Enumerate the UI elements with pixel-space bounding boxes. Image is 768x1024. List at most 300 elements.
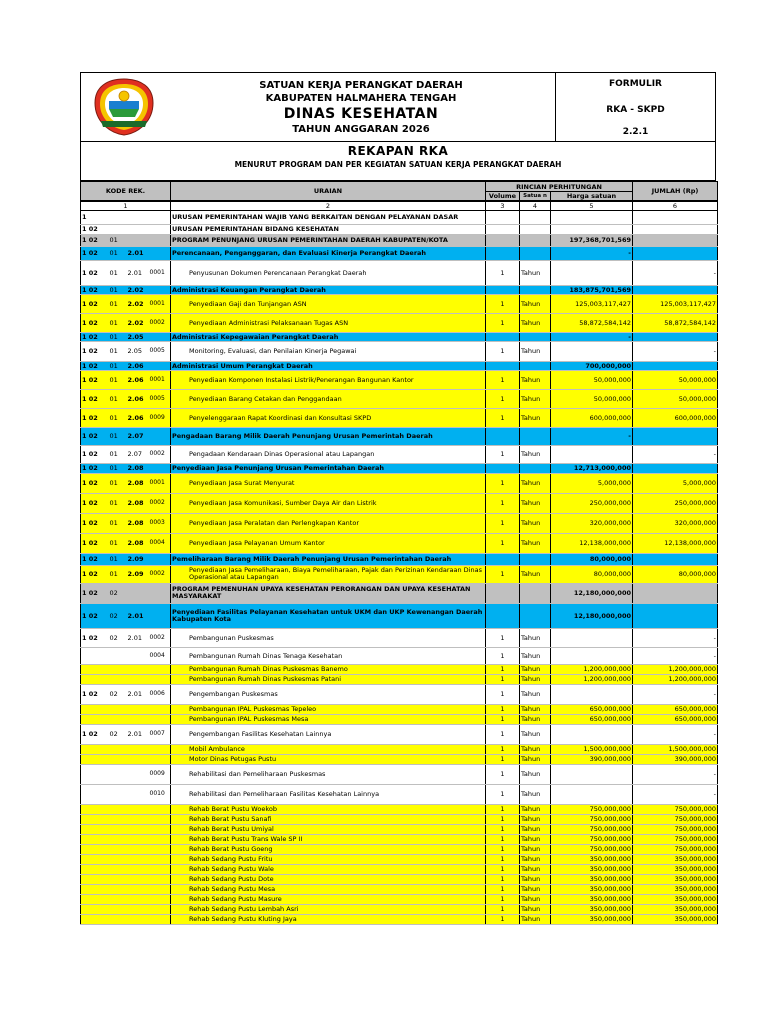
kode-program — [109, 647, 127, 664]
kode-urusan — [81, 824, 109, 834]
kode-kegiatan: 2.08 — [127, 463, 149, 473]
kode-urusan: 1 02 — [81, 513, 109, 533]
harga-satuan-cell: 350,000,000 — [551, 894, 633, 904]
jumlah-cell: 390,000,000 — [633, 754, 718, 764]
uraian-cell: Monitoring, Evaluasi, dan Penilaian Kinerja Pegawai — [171, 341, 486, 361]
satuan-cell — [520, 224, 551, 234]
uraian-cell: Rehab Berat Pustu Umiyal — [171, 824, 486, 834]
jumlah-cell: 1,500,000,000 — [633, 744, 718, 754]
kode-sub-kegiatan: 0004 — [149, 647, 171, 664]
satuan-cell — [520, 234, 551, 246]
uraian-cell: Motor Dinas Petugas Pustu — [171, 754, 486, 764]
uraian-cell: Pembangunan Rumah Dinas Puskesmas Patani — [171, 674, 486, 684]
kode-sub-kegiatan — [149, 224, 171, 234]
harga-satuan-cell: 125,003,117,427 — [551, 294, 633, 313]
table-row — [81, 463, 718, 473]
kode-urusan: 1 02 — [81, 463, 109, 473]
table-row — [81, 473, 718, 493]
harga-satuan-cell: 350,000,000 — [551, 874, 633, 884]
harga-satuan-cell: 350,000,000 — [551, 914, 633, 924]
uraian-cell: Mobil Ambulance — [171, 744, 486, 754]
jumlah-cell: 12,138,000,000 — [633, 533, 718, 553]
jumlah-cell: 5,000,000 — [633, 473, 718, 493]
kode-sub-kegiatan — [149, 553, 171, 565]
table-row — [81, 844, 718, 854]
uraian-cell: Penyelenggaraan Rapat Koordinasi dan Konsultasi SKPD — [171, 408, 486, 427]
volume-cell: 1 — [486, 493, 520, 513]
kode-program: 02 — [109, 603, 127, 628]
kode-program: 01 — [109, 285, 127, 294]
kode-program: 01 — [109, 294, 127, 313]
kode-sub-kegiatan: 0001 — [149, 260, 171, 285]
table-row — [81, 603, 718, 628]
kode-sub-kegiatan — [149, 804, 171, 814]
rekap-title-block — [80, 142, 716, 181]
satuan-cell: Tahun — [520, 744, 551, 754]
satuan-cell: Tahun — [520, 408, 551, 427]
uraian-cell: Penyediaan Administrasi Pelaksanaan Tugas ASN — [171, 313, 486, 332]
volume-cell: 1 — [486, 914, 520, 924]
satuan-cell: Tahun — [520, 874, 551, 884]
uraian-cell: Rehab Berat Pustu Sanafi — [171, 814, 486, 824]
uraian-cell: PROGRAM PEMENUHAN UPAYA KESEHATAN PERORANGAN DAN UPAYA KESEHATAN MASYARAKAT — [171, 583, 486, 603]
kode-sub-kegiatan: 0002 — [149, 493, 171, 513]
table-row — [81, 684, 718, 704]
col-jumlah: JUMLAH (Rp) — [633, 182, 718, 201]
satuan-cell: Tahun — [520, 313, 551, 332]
table-row — [81, 714, 718, 724]
table-row — [81, 493, 718, 513]
col-volume: Volume — [486, 192, 520, 201]
harga-satuan-cell: 750,000,000 — [551, 804, 633, 814]
kode-program — [109, 754, 127, 764]
kode-program: 01 — [109, 408, 127, 427]
kode-sub-kegiatan — [149, 864, 171, 874]
jumlah-cell: - — [633, 764, 718, 784]
satuan-cell: Tahun — [520, 784, 551, 804]
kode-kegiatan: 2.02 — [127, 285, 149, 294]
harga-satuan-cell: 12,180,000,000 — [551, 603, 633, 628]
harga-satuan-cell: 650,000,000 — [551, 714, 633, 724]
kode-sub-kegiatan: 0001 — [149, 294, 171, 313]
satuan-cell: Tahun — [520, 814, 551, 824]
harga-satuan-cell: 750,000,000 — [551, 834, 633, 844]
harga-satuan-cell: 1,200,000,000 — [551, 664, 633, 674]
table-row — [81, 834, 718, 844]
uraian-cell: Rehab Berat Pustu Goeng — [171, 844, 486, 854]
kode-program: 01 — [109, 533, 127, 553]
satuan-cell: Tahun — [520, 714, 551, 724]
kode-urusan — [81, 764, 109, 784]
jumlah-cell: - — [633, 724, 718, 744]
volume-cell — [486, 427, 520, 445]
satuan-cell — [520, 603, 551, 628]
jumlah-cell: 50,000,000 — [633, 370, 718, 389]
kode-kegiatan — [127, 784, 149, 804]
satuan-cell — [520, 361, 551, 370]
jumlah-cell: - — [633, 684, 718, 704]
kode-program — [109, 784, 127, 804]
col-number-1: 1 — [81, 202, 171, 211]
kode-sub-kegiatan — [149, 874, 171, 884]
harga-satuan-cell — [551, 628, 633, 647]
table-row — [81, 533, 718, 553]
satuan-cell: Tahun — [520, 854, 551, 864]
kode-urusan — [81, 834, 109, 844]
kode-urusan — [81, 894, 109, 904]
kode-kegiatan — [127, 844, 149, 854]
kode-kegiatan — [127, 704, 149, 714]
kode-kegiatan: 2.08 — [127, 493, 149, 513]
table-row — [81, 260, 718, 285]
table-row — [81, 211, 718, 224]
table-row — [81, 389, 718, 408]
uraian-cell: Pembangunan IPAL Puskesmas Tepeleo — [171, 704, 486, 714]
table-row — [81, 804, 718, 814]
jumlah-cell: 350,000,000 — [633, 894, 718, 904]
satuan-cell: Tahun — [520, 804, 551, 814]
kode-program: 01 — [109, 463, 127, 473]
kode-sub-kegiatan: 0003 — [149, 513, 171, 533]
kode-urusan — [81, 854, 109, 864]
volume-cell: 1 — [486, 894, 520, 904]
kode-sub-kegiatan: 0002 — [149, 565, 171, 583]
kode-urusan: 1 02 — [81, 603, 109, 628]
col-harga: Harga satuan — [551, 192, 633, 201]
kode-urusan: 1 02 — [81, 533, 109, 553]
kode-kegiatan: 2.06 — [127, 370, 149, 389]
harga-satuan-cell: 750,000,000 — [551, 824, 633, 834]
kode-kegiatan: 2.01 — [127, 724, 149, 744]
kode-sub-kegiatan — [149, 854, 171, 864]
uraian-cell: Administrasi Kepegawaian Perangkat Daerah — [171, 332, 486, 341]
jumlah-cell — [633, 553, 718, 565]
kode-kegiatan — [127, 894, 149, 904]
header-year: TAHUN ANGGARAN 2026 — [292, 124, 430, 135]
table-row — [81, 674, 718, 684]
jumlah-cell: 350,000,000 — [633, 854, 718, 864]
kode-kegiatan: 2.06 — [127, 389, 149, 408]
uraian-cell: Pengembangan Puskesmas — [171, 684, 486, 704]
kode-sub-kegiatan — [149, 814, 171, 824]
satuan-cell: Tahun — [520, 844, 551, 854]
kode-sub-kegiatan — [149, 844, 171, 854]
col-number-2: 2 — [171, 202, 486, 211]
uraian-cell: Pengembangan Fasilitas Kesehatan Lainnya — [171, 724, 486, 744]
col-kode-rek: KODE REK. — [81, 182, 171, 201]
uraian-cell: Rehabilitasi dan Pemeliharaan Puskesmas — [171, 764, 486, 784]
uraian-cell: Perencanaan, Penganggaran, dan Evaluasi Kinerja Perangkat Daerah — [171, 246, 486, 260]
harga-satuan-cell — [551, 764, 633, 784]
kode-program: 01 — [109, 565, 127, 583]
jumlah-cell: - — [633, 784, 718, 804]
jumlah-cell: - — [633, 445, 718, 463]
kode-program: 01 — [109, 361, 127, 370]
harga-satuan-cell: 320,000,000 — [551, 513, 633, 533]
kode-urusan: 1 02 — [81, 234, 109, 246]
jumlah-cell — [633, 603, 718, 628]
volume-cell: 1 — [486, 294, 520, 313]
kode-sub-kegiatan — [149, 754, 171, 764]
kode-program — [109, 834, 127, 844]
volume-cell: 1 — [486, 513, 520, 533]
kode-sub-kegiatan: 0001 — [149, 370, 171, 389]
uraian-cell: Penyusunan Dokumen Perencanaan Perangkat Daerah — [171, 260, 486, 285]
kode-sub-kegiatan — [149, 583, 171, 603]
jumlah-cell: - — [633, 260, 718, 285]
kode-kegiatan: 2.07 — [127, 445, 149, 463]
uraian-cell: Rehab Sedang Pustu Fritu — [171, 854, 486, 864]
jumlah-cell: 600,000,000 — [633, 408, 718, 427]
header-line-2: KABUPATEN HALMAHERA TENGAH — [265, 93, 457, 104]
uraian-cell: URUSAN PEMERINTAHAN WAJIB YANG BERKAITAN DENGAN PELAYANAN DASAR — [171, 211, 486, 224]
kode-sub-kegiatan — [149, 427, 171, 445]
kode-program: 02 — [109, 724, 127, 744]
satuan-cell: Tahun — [520, 513, 551, 533]
satuan-cell: Tahun — [520, 628, 551, 647]
kode-sub-kegiatan: 0007 — [149, 724, 171, 744]
jumlah-cell — [633, 234, 718, 246]
kode-sub-kegiatan — [149, 714, 171, 724]
kode-program — [109, 874, 127, 884]
kode-urusan: 1 02 — [81, 628, 109, 647]
kode-sub-kegiatan — [149, 914, 171, 924]
satuan-cell: Tahun — [520, 684, 551, 704]
kode-kegiatan: 2.01 — [127, 603, 149, 628]
form-code: RKA - SKPD — [606, 105, 665, 115]
table-row — [81, 784, 718, 804]
uraian-cell: Rehab Sedang Pustu Masure — [171, 894, 486, 904]
kode-kegiatan: 2.06 — [127, 361, 149, 370]
volume-cell: 1 — [486, 814, 520, 824]
kode-sub-kegiatan: 0004 — [149, 533, 171, 553]
jumlah-cell — [633, 427, 718, 445]
table-row — [81, 704, 718, 714]
jumlah-cell: 125,003,117,427 — [633, 294, 718, 313]
kode-sub-kegiatan — [149, 664, 171, 674]
kode-program: 01 — [109, 445, 127, 463]
harga-satuan-cell — [551, 445, 633, 463]
table-row — [81, 874, 718, 884]
kode-urusan: 1 02 — [81, 427, 109, 445]
rekap-title: REKAPAN RKA — [347, 144, 449, 158]
table-row — [81, 664, 718, 674]
kode-sub-kegiatan — [149, 674, 171, 684]
kode-program — [109, 884, 127, 894]
col-rincian: RINCIAN PERHITUNGAN — [486, 182, 633, 192]
jumlah-cell: 650,000,000 — [633, 704, 718, 714]
kode-kegiatan: 2.01 — [127, 260, 149, 285]
kode-urusan: 1 02 — [81, 224, 109, 234]
uraian-cell: Rehab Berat Pustu Trans Wale SP II — [171, 834, 486, 844]
kode-kegiatan: 2.08 — [127, 533, 149, 553]
kode-kegiatan — [127, 211, 149, 224]
kode-kegiatan — [127, 824, 149, 834]
kode-sub-kegiatan: 0002 — [149, 628, 171, 647]
kode-kegiatan — [127, 814, 149, 824]
uraian-cell: Rehab Sedang Pustu Lembah Asri — [171, 904, 486, 914]
kode-sub-kegiatan: 0002 — [149, 313, 171, 332]
jumlah-cell — [633, 463, 718, 473]
kode-sub-kegiatan: 0005 — [149, 341, 171, 361]
kode-program — [109, 904, 127, 914]
kode-sub-kegiatan — [149, 904, 171, 914]
kode-sub-kegiatan — [149, 744, 171, 754]
harga-satuan-cell: 750,000,000 — [551, 814, 633, 824]
volume-cell: 1 — [486, 684, 520, 704]
kode-sub-kegiatan — [149, 704, 171, 714]
harga-satuan-cell: - — [551, 427, 633, 445]
col-number-4: 4 — [520, 202, 551, 211]
kode-program — [109, 864, 127, 874]
kode-sub-kegiatan: 0010 — [149, 784, 171, 804]
col-number-6: 6 — [633, 202, 718, 211]
kode-program — [109, 764, 127, 784]
satuan-cell: Tahun — [520, 565, 551, 583]
volume-cell: 1 — [486, 744, 520, 754]
satuan-cell — [520, 553, 551, 565]
kode-program — [109, 894, 127, 904]
column-number-row — [80, 201, 718, 211]
kode-program: 01 — [109, 473, 127, 493]
satuan-cell: Tahun — [520, 389, 551, 408]
kode-sub-kegiatan — [149, 463, 171, 473]
kode-program — [109, 744, 127, 754]
kode-urusan — [81, 804, 109, 814]
jumlah-cell: - — [633, 341, 718, 361]
table-row — [81, 553, 718, 565]
table-row — [81, 628, 718, 647]
harga-satuan-cell: 700,000,000 — [551, 361, 633, 370]
volume-cell: 1 — [486, 854, 520, 864]
table-row — [81, 294, 718, 313]
uraian-cell: Rehab Berat Pustu Woekob — [171, 804, 486, 814]
harga-satuan-cell: 183,875,701,569 — [551, 285, 633, 294]
harga-satuan-cell — [551, 224, 633, 234]
harga-satuan-cell: 1,200,000,000 — [551, 674, 633, 684]
volume-cell — [486, 246, 520, 260]
kode-program — [109, 854, 127, 864]
kode-urusan — [81, 844, 109, 854]
satuan-cell: Tahun — [520, 824, 551, 834]
kode-program: 01 — [109, 493, 127, 513]
volume-cell — [486, 332, 520, 341]
jumlah-cell: 750,000,000 — [633, 804, 718, 814]
kode-urusan — [81, 814, 109, 824]
harga-satuan-cell — [551, 647, 633, 664]
table-row — [81, 744, 718, 754]
table-row — [81, 370, 718, 389]
kode-sub-kegiatan — [149, 332, 171, 341]
kode-sub-kegiatan: 0002 — [149, 445, 171, 463]
jumlah-cell: 650,000,000 — [633, 714, 718, 724]
kode-kegiatan — [127, 583, 149, 603]
jumlah-cell: 750,000,000 — [633, 844, 718, 854]
kode-program: 01 — [109, 370, 127, 389]
kode-kegiatan — [127, 874, 149, 884]
uraian-cell: URUSAN PEMERINTAHAN BIDANG KESEHATAN — [171, 224, 486, 234]
volume-cell: 1 — [486, 724, 520, 744]
uraian-cell: Administrasi Umum Perangkat Daerah — [171, 361, 486, 370]
kode-kegiatan — [127, 754, 149, 764]
kode-sub-kegiatan — [149, 361, 171, 370]
jumlah-cell: 350,000,000 — [633, 884, 718, 894]
uraian-cell: Rehabilitasi dan Pemeliharaan Fasilitas Kesehatan Lainnya — [171, 784, 486, 804]
kode-urusan: 1 02 — [81, 473, 109, 493]
harga-satuan-cell: 80,000,000 — [551, 553, 633, 565]
uraian-cell: Pengadaan Barang Milik Daerah Penunjang Urusan Pemerintah Daerah — [171, 427, 486, 445]
kode-program: 01 — [109, 427, 127, 445]
kode-urusan: 1 02 — [81, 313, 109, 332]
kode-kegiatan: 2.02 — [127, 313, 149, 332]
uraian-cell: Penyediaan Jasa Surat Menyurat — [171, 473, 486, 493]
harga-satuan-cell: 58,872,584,142 — [551, 313, 633, 332]
table-row — [81, 313, 718, 332]
kode-program — [109, 844, 127, 854]
harga-satuan-cell: 80,000,000 — [551, 565, 633, 583]
volume-cell: 1 — [486, 834, 520, 844]
kode-program — [109, 804, 127, 814]
header-line-1: SATUAN KERJA PERANGKAT DAERAH — [259, 80, 463, 91]
volume-cell: 1 — [486, 408, 520, 427]
kode-urusan — [81, 744, 109, 754]
kode-program — [109, 914, 127, 924]
harga-satuan-cell: 350,000,000 — [551, 884, 633, 894]
kode-sub-kegiatan — [149, 285, 171, 294]
volume-cell — [486, 583, 520, 603]
kode-program: 01 — [109, 341, 127, 361]
jumlah-cell — [633, 224, 718, 234]
kode-urusan: 1 02 — [81, 724, 109, 744]
table-row — [81, 408, 718, 427]
kode-sub-kegiatan — [149, 603, 171, 628]
kode-kegiatan — [127, 864, 149, 874]
jumlah-cell: 50,000,000 — [633, 389, 718, 408]
kode-sub-kegiatan: 0009 — [149, 764, 171, 784]
kode-urusan: 1 02 — [81, 260, 109, 285]
uraian-cell: Pembangunan Puskesmas — [171, 628, 486, 647]
volume-cell: 1 — [486, 628, 520, 647]
kode-sub-kegiatan — [149, 824, 171, 834]
volume-cell: 1 — [486, 874, 520, 884]
kode-program: 02 — [109, 583, 127, 603]
regency-emblem-icon — [91, 77, 157, 137]
kode-kegiatan — [127, 224, 149, 234]
volume-cell — [486, 234, 520, 246]
volume-cell: 1 — [486, 260, 520, 285]
uraian-cell: Pembangunan Rumah Dinas Puskesmas Banemo — [171, 664, 486, 674]
harga-satuan-cell: 50,000,000 — [551, 370, 633, 389]
jumlah-cell: 80,000,000 — [633, 565, 718, 583]
kode-kegiatan — [127, 764, 149, 784]
kode-kegiatan — [127, 234, 149, 246]
table-row — [81, 764, 718, 784]
jumlah-cell — [633, 211, 718, 224]
kode-program: 01 — [109, 246, 127, 260]
satuan-cell: Tahun — [520, 724, 551, 744]
volume-cell: 1 — [486, 341, 520, 361]
kode-kegiatan — [127, 744, 149, 754]
table-row — [81, 904, 718, 914]
kode-program: 01 — [109, 553, 127, 565]
table-row — [81, 583, 718, 603]
kode-program — [109, 714, 127, 724]
volume-cell: 1 — [486, 313, 520, 332]
kode-program: 01 — [109, 313, 127, 332]
kode-kegiatan: 2.02 — [127, 294, 149, 313]
kode-urusan: 1 02 — [81, 408, 109, 427]
uraian-cell: Pemeliharaan Barang Milik Daerah Penunjang Urusan Pemerintahan Daerah — [171, 553, 486, 565]
